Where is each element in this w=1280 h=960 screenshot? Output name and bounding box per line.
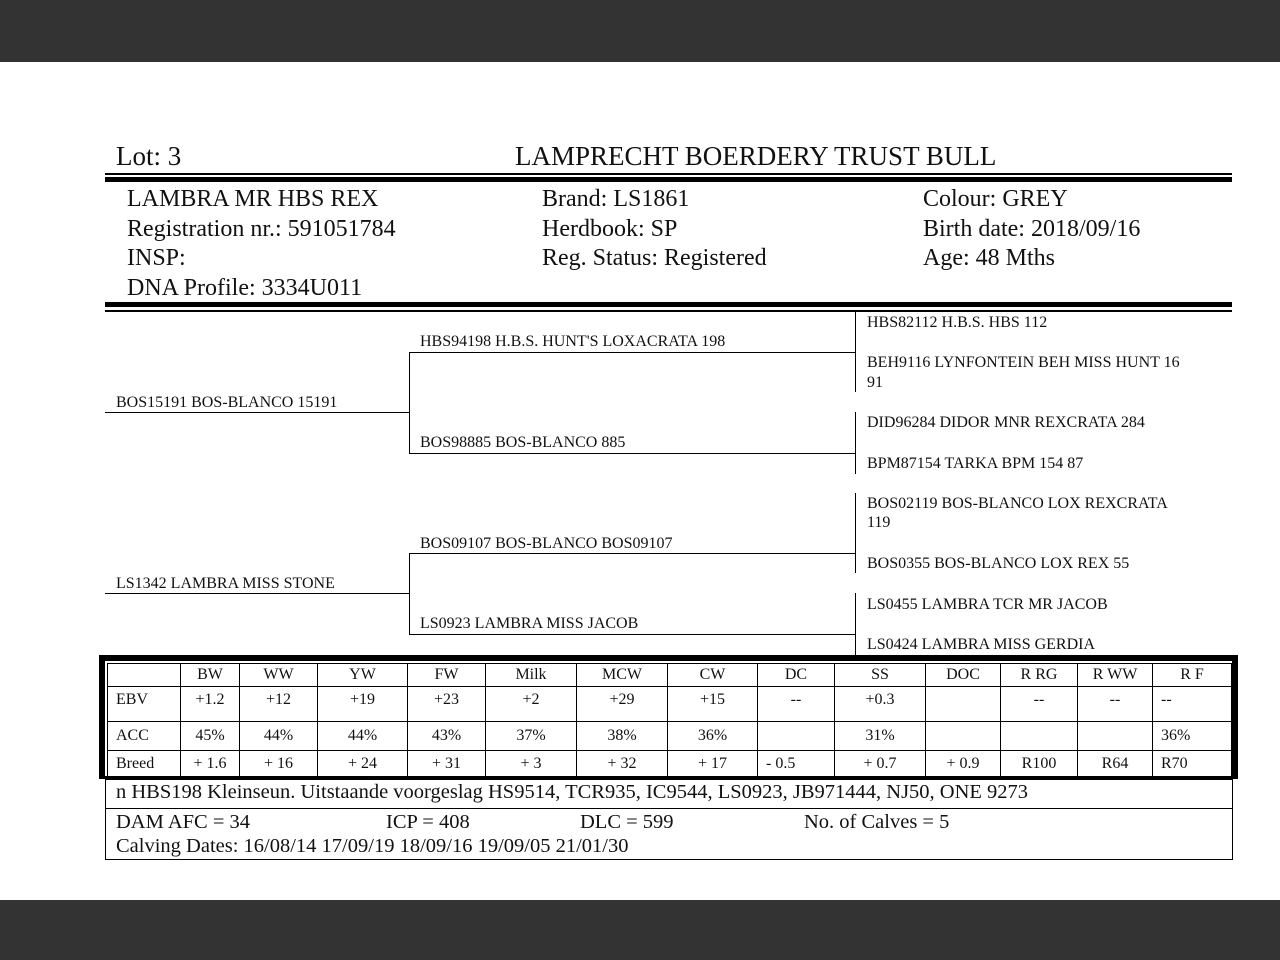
dam-info-box [105,808,1233,860]
table-cell: +23 [408,687,486,722]
table-cell: 38% [577,722,668,751]
acc-row [108,722,1232,751]
dam-sire-line [409,553,855,554]
sd-sire-name: DID96284 DIDOR MNR REXCRATA 284 [867,414,1145,431]
table-cell: +29 [577,687,668,722]
table-cell: 44% [318,722,408,751]
header-cell: DOC [926,664,1001,687]
sire-name: BOS15191 BOS-BLANCO 15191 [116,394,338,411]
calving-dates: Calving Dates: 16/08/14 17/09/19 18/09/16 19/09/05 21/01/30 [116,835,629,857]
table-cell: -- [1078,687,1153,722]
dam-afc: DAM AFC = 34 [116,811,251,833]
table-cell: 37% [486,722,577,751]
row-label: EBV [108,687,181,722]
herdbook: Herdbook: SP [542,215,678,242]
ss-bracket [855,312,856,392]
table-cell: + 3 [486,751,577,778]
header-cell [108,664,181,687]
header-rule-thin [105,173,1232,175]
table-cell [1001,722,1078,751]
table-cell: + 0.9 [926,751,1001,778]
icp: ICP = 408 [386,811,470,833]
dam-sire-name: BOS09107 BOS-BLANCO BOS09107 [420,535,673,552]
top-letterbox-bar [0,0,1280,62]
animal-info-left [127,185,396,303]
header-cell: MCW [577,664,668,687]
colour: Colour: GREY [923,186,1068,212]
table-cell: + 16 [240,751,318,778]
ds-sire-name-line2: 119 [867,514,891,531]
page-title: LAMPRECHT BOERDERY TRUST BULL [515,141,997,171]
lot-number: Lot: 3 [116,141,182,171]
header-cell: BW [181,664,240,687]
animal-info-right [923,185,1140,274]
table-cell: 43% [408,722,486,751]
number-of-calves: No. of Calves = 5 [804,811,950,833]
ebv-frame-left [99,655,105,779]
table-cell: +2 [486,687,577,722]
table-cell: 45% [181,722,240,751]
table-cell: +12 [240,687,318,722]
table-cell: 36% [1153,722,1232,751]
reg-status: Reg. Status: Registered [542,245,767,271]
dlc: DLC = 599 [580,811,674,833]
table-cell: +0.3 [835,687,926,722]
header-cell: R RG [1001,664,1078,687]
dd-sire-name: LS0455 LAMBRA TCR MR JACOB [867,596,1108,613]
dd-dam-name: LS0424 LAMBRA MISS GERDIA [867,636,1096,653]
header-cell: YW [318,664,408,687]
table-cell: + 1.6 [181,751,240,778]
header-cell: R F [1153,664,1232,687]
dam-line [105,593,409,594]
ss-dam-name-line2: 91 [867,374,883,391]
table-cell: R64 [1078,751,1153,778]
table-cell [926,722,1001,751]
ebv-frame-right [1232,655,1238,779]
table-cell: 36% [668,722,758,751]
header-cell: FW [408,664,486,687]
sire-dam-line [409,453,855,454]
table-cell: 31% [835,722,926,751]
breed-row [108,751,1232,778]
animal-name: LAMBRA MR HBS REX [127,186,379,212]
table-cell: + 17 [668,751,758,778]
dam-bracket [409,553,410,634]
table-cell: -- [1153,687,1232,722]
dna-profile: DNA Profile: 3334U011 [127,274,363,301]
table-cell: -- [758,687,835,722]
table-cell: + 31 [408,751,486,778]
registration-number: Registration nr.: 591051784 [127,215,396,242]
header-cell: CW [668,664,758,687]
insp-field: INSP: [127,245,186,271]
header-cell: SS [835,664,926,687]
table-cell: R70 [1153,751,1232,778]
birth-date: Birth date: 2018/09/16 [923,215,1141,242]
sire-sire-name: HBS94198 H.B.S. HUNT'S LOXACRATA 198 [420,333,726,350]
info-rule-thin [105,310,1232,312]
remarks-box [105,779,1233,809]
ebv-header-row [108,664,1232,687]
sire-sire-line [409,352,855,353]
sd-bracket [855,412,856,474]
sire-dam-name: BOS98885 BOS-BLANCO 885 [420,434,626,451]
table-cell: R100 [1001,751,1078,778]
ebv-row [108,687,1232,722]
ebv-frame-top [99,655,1238,661]
ss-sire-name: HBS82112 H.B.S. HBS 112 [867,314,1048,331]
ds-dam-name: BOS0355 BOS-BLANCO LOX REX 55 [867,555,1130,572]
info-rule-thick [105,302,1232,307]
header-cell: Milk [486,664,577,687]
sire-bracket [409,352,410,454]
table-cell: 44% [240,722,318,751]
table-cell: + 24 [318,751,408,778]
header-cell: R WW [1078,664,1153,687]
ds-sire-name-line1: BOS02119 BOS-BLANCO LOX REXCRATA [867,495,1168,512]
header-cell: WW [240,664,318,687]
brand: Brand: LS1861 [542,186,690,212]
bottom-letterbox-bar [0,900,1280,960]
ss-dam-name-line1: BEH9116 LYNFONTEIN BEH MISS HUNT 16 [867,354,1180,371]
sire-line [105,412,409,413]
ebv-table [107,663,1232,778]
header-rule-thick [105,177,1232,182]
dd-bracket [855,593,856,655]
table-cell: +15 [668,687,758,722]
table-cell: -- [1001,687,1078,722]
dam-dam-name: LS0923 LAMBRA MISS JACOB [420,615,639,632]
dam-dam-line [409,634,855,635]
table-cell [1078,722,1153,751]
table-cell: +1.2 [181,687,240,722]
animal-info-middle [542,185,767,274]
sd-dam-name: BPM87154 TARKA BPM 154 87 [867,455,1084,472]
table-cell: +19 [318,687,408,722]
dam-name: LS1342 LAMBRA MISS STONE [116,575,335,592]
table-cell: + 0.7 [835,751,926,778]
row-label: Breed [108,751,181,778]
header-cell: DC [758,664,835,687]
age: Age: 48 Mths [923,245,1055,271]
table-cell [926,687,1001,722]
table-cell: - 0.5 [758,751,835,778]
table-cell [758,722,835,751]
ds-bracket [855,493,856,573]
table-cell: + 32 [577,751,668,778]
remarks-text: n HBS198 Kleinseun. Uitstaande voorgeslag HS9514, TCR935, IC9544, LS0923, JB971444, NJ50, ONE 9273 [116,781,1029,803]
row-label: ACC [108,722,181,751]
